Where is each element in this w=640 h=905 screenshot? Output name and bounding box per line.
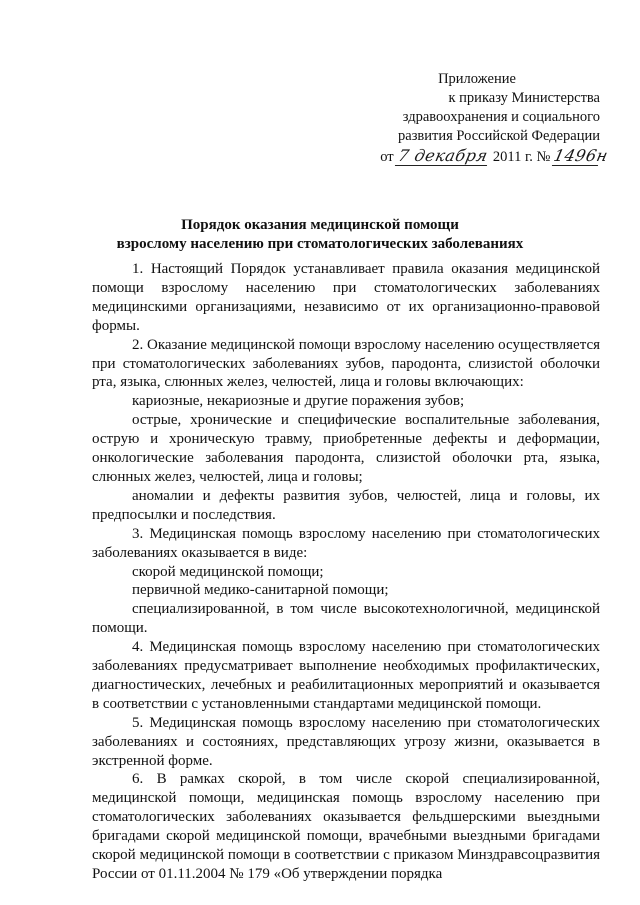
paragraph-5: 5. Медицинская помощь взрослому населению при стоматологических заболеваниях и состояниях, представляющих угрозу жизни, оказывается в экстренной форме. [92, 714, 600, 769]
appendix-header [330, 70, 610, 167]
paragraph-3: 3. Медицинская помощь взрослому населению при стоматологических заболеваниях оказывается в виде: [92, 525, 600, 561]
paragraph-4: 4. Медицинская помощь взрослому населению при стоматологических заболеваниях предусматривает выполнение необходимых профилактических, диагностических, лечебных и реабилитационных мероприятий и оказывается в соответствии с установленными стандартами медицинской помощи. [92, 639, 600, 712]
title-line-1: Порядок оказания медицинской помощи [181, 217, 459, 233]
appendix-label: Приложение [438, 71, 516, 87]
paragraph-2-item-2: острые, хронические и специфические воспалительные заболевания, острую и хроническую травму, приобретенные дефекты и деформации, онкологические заболевания пародонта, слизистой оболочки рта, языка, слюнных желез, челюстей, лица и головы; [92, 412, 600, 485]
paragraph-2: 2. Оказание медицинской помощи взрослому населению осуществляется при стоматологических заболеваниях зубов, пародонта, слизистой оболочки рта, языка, слюнных желез, челюстей, лица и головы включающих: [92, 336, 600, 391]
handwritten-order-number: 1496н [552, 146, 610, 165]
paragraph-3-item-1: скорой медицинской помощи; [132, 563, 324, 580]
date-prefix: от [380, 149, 394, 165]
order-ref-line-3: развития Российской Федерации [398, 128, 600, 144]
handwritten-date: 7 декабря [396, 146, 490, 165]
order-date-line [330, 146, 610, 167]
title-line-2: взрослому населению при стоматологических заболеваниях [116, 236, 524, 252]
document-title [40, 216, 600, 254]
paragraph-2-item-1: кариозные, некариозные и другие поражения зубов; [132, 393, 465, 410]
order-ref-line-1: к приказу Министерства [448, 90, 600, 106]
paragraph-3-item-2: первичной медико-санитарной помощи; [132, 582, 389, 599]
year-text: 2011 г. № [492, 149, 551, 165]
paragraph-1: 1. Настоящий Порядок устанавливает правила оказания медицинской помощи взрослому населению при стоматологических заболеваниях медицинскими организациями, независимо от их организационно-правовой формы. [92, 261, 600, 334]
paragraph-2-item-3: аномалии и дефекты развития зубов, челюстей, лица и головы, их предпосылки и последствия. [92, 487, 600, 523]
paragraph-3-item-3: специализированной, в том числе высокотехнологичной, медицинской помощи. [92, 601, 600, 637]
paragraph-6: 6. В рамках скорой, в том числе скорой специализированной, медицинской помощи, медицинская помощь взрослому населению при стоматологических заболеваниях оказывается фельдшерскими выездными бригадами скорой медицинской помощи, врачебными выездными бригадами скорой медицинской помощи в соответствии с приказом Минздравсоцразвития России от 01.11.2004 № 179 «Об утверждении порядка [92, 771, 600, 882]
document-body [92, 260, 600, 884]
order-ref-line-2: здравоохранения и социального [402, 109, 600, 125]
